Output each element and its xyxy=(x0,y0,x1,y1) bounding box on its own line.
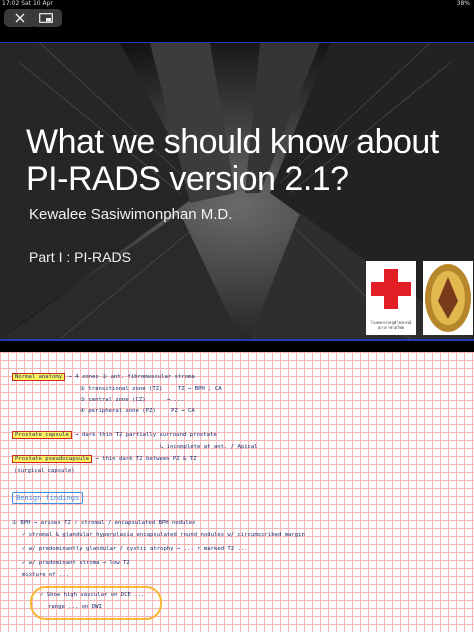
slide-bottom-rule xyxy=(0,339,474,341)
note-line-16: range ... on DWI xyxy=(48,604,102,610)
note-line-4-text: ④ peripheral zone (PZ) xyxy=(80,408,156,414)
note-line-1 xyxy=(12,374,195,380)
note-line-4-red: PZ → CA xyxy=(171,408,195,414)
note-line-7 xyxy=(12,456,197,462)
picture-in-picture-button[interactable] xyxy=(30,9,62,27)
note-line-2-text: ② transitional zone (TZ) xyxy=(80,386,163,392)
note-heading-pseudocapsule: Prostate pseudocapsule xyxy=(12,455,92,463)
slide-part: Part I : PI-RADS xyxy=(29,249,131,265)
red-cross-icon xyxy=(366,261,416,317)
note-line-9 xyxy=(12,494,83,502)
note-line-5 xyxy=(12,432,217,438)
status-time: 17:02 Sat 10 Apr xyxy=(2,0,53,7)
university-seal xyxy=(423,261,473,335)
note-line-2 xyxy=(80,386,222,392)
note-line-6: ↳ incomplete at ant. / Apical xyxy=(160,444,258,450)
note-heading-benign-findings: Benign findings xyxy=(12,492,83,504)
pip-icon xyxy=(39,13,53,23)
note-line-11: ✓ stromal & glandular hyperplasia encapsulated round nodules w/ circumscribed margin xyxy=(22,532,305,538)
slide-title xyxy=(26,124,439,198)
slide-title-line-1: What we should know about xyxy=(26,123,439,161)
handwritten-notes-page[interactable] xyxy=(0,352,474,632)
note-line-4 xyxy=(80,408,195,414)
note-line-8: (surgical capsule) xyxy=(14,468,75,474)
slide-title-line-2: PI-RADS version 2.1? xyxy=(26,160,349,198)
battery-status: 38% xyxy=(456,0,470,7)
note-line-3-text: ③ central zone (CZ) xyxy=(80,397,146,403)
note-line-15: ✓ Show high vascular on DCE ... xyxy=(40,592,145,598)
seal-icon xyxy=(423,261,473,335)
note-line-1-text: → 4 zones ① ant. fibromuscular stroma xyxy=(68,374,195,380)
logo-caption-2: สภากาชาดไทย xyxy=(377,325,405,330)
note-line-7-text: → thin dark T2 between PZ & TZ xyxy=(95,456,197,462)
status-bar xyxy=(0,0,474,8)
presentation-slide xyxy=(0,43,474,339)
note-line-5-text: → dark thin T2 partially surround prostate xyxy=(75,432,217,438)
note-line-13: ✓ w/ predominant stroma → low T2 xyxy=(22,560,130,566)
note-line-10: ① BPH → arises TZ ✓ stromal / encapsulated BPH nodules xyxy=(12,520,196,526)
note-heading-normal-anatomy: Normal anatomy xyxy=(12,373,65,381)
note-line-3-red: → ... xyxy=(167,397,184,403)
red-cross-logo xyxy=(366,261,416,335)
note-heading-prostate-capsule: Prostate capsule xyxy=(12,431,72,439)
note-line-2-red: TZ → BPH ; CA xyxy=(177,386,222,392)
note-line-12: ✓ w/ predominantly glandular / cystic atrophy → ... ↑ marked T2 ... xyxy=(22,546,248,552)
note-line-14: mixture of ... xyxy=(22,572,70,578)
slide-author: Kewalee Sasiwimonphan M.D. xyxy=(29,206,233,223)
logo-caption-1: โรงพยาบาลจุฬาลงกรณ์ xyxy=(370,320,412,325)
note-line-3 xyxy=(80,397,184,403)
close-icon xyxy=(15,13,25,23)
